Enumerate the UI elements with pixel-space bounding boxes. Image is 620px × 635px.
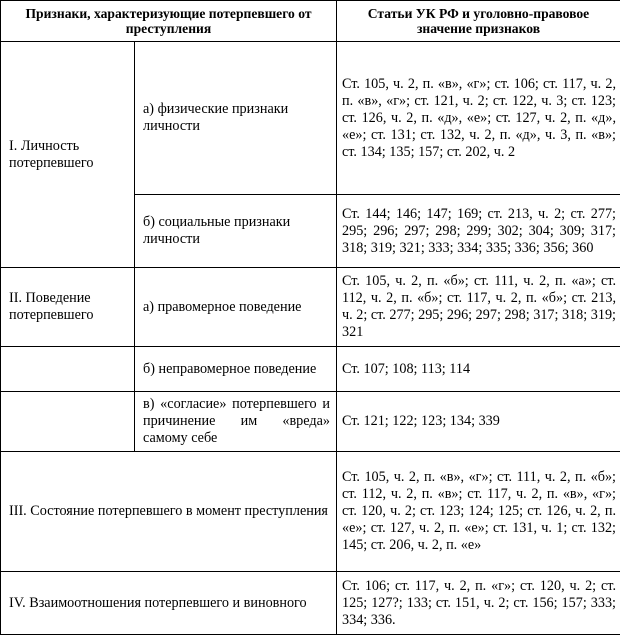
articles-cell: Ст. 144; 146; 147; 169; ст. 213, ч. 2; ст. 277; 295; 296; 297; 298; 299; 302; 304; 309; 317; 318; 319; 321; 333; 334; 335; 336; 356; 360 (337, 195, 620, 268)
header-features: Признаки, характеризующие потерпевшего от преступления (1, 1, 337, 42)
table-row (1, 347, 620, 392)
table-row (1, 392, 620, 452)
subgroup-cell: а) правомерное поведение (135, 268, 337, 347)
subgroup-cell: б) неправомерное поведение (135, 347, 337, 392)
articles-cell: Ст. 105, ч. 2, п. «б»; ст. 111, ч. 2, п. «а»; ст. 112, ч. 2, п. «б»; ст. 117, ч. 2, п. «б»; ст. 213, ч. 2; ст. 277; 295; 296; 297; 298; 317; 318; 319; 321 (337, 268, 620, 347)
articles-cell: Ст. 105, ч. 2, п. «в», «г»; ст. 106; ст. 117, ч. 2, п. «в», «г»; ст. 121, ч. 2; ст. 122, ч. 3; ст. 123; ст. 126, ч. 2, п. «д», «е»; ст. 127, ч. 2, п. «д», «е»; ст. 131; ст. 132, ч. 2, п. «д», ч. 3, п. «в»; ст. 134; 135; 157; ст. 202, ч. 2 (337, 42, 620, 195)
group-cell-state: III. Состояние потерпевшего в момент преступления (1, 452, 337, 572)
articles-cell: Ст. 105, ч. 2, п. «в», «г»; ст. 111, ч. 2, п. «б»; ст. 112, ч. 2, п. «в»; ст. 117, ч. 2, п. «в», «г»; ст. 120, ч. 2; ст. 123; 124; 125; ст. 126, ч. 2, п. «е»; ст. 127, ч. 2, п. «е»; ст. 131, ч. 1; ст. 132; 145; ст. 206, ч. 2, п. «е» (337, 452, 620, 572)
group-cell-behavior: II. Поведение потерпевшего (1, 268, 135, 347)
table-row (1, 268, 620, 347)
table-row (1, 572, 620, 635)
header-row (1, 1, 620, 42)
group-cell-relations: IV. Взаимоотношения потерпевшего и виновного (1, 572, 337, 635)
subgroup-cell: а) физические признаки личности (135, 42, 337, 195)
subgroup-cell: в) «согласие» потерпевшего и причинение им «вреда» самому себе (135, 392, 337, 452)
table-row (1, 452, 620, 572)
empty-cell (1, 392, 135, 452)
articles-cell: Ст. 107; 108; 113; 114 (337, 347, 620, 392)
subgroup-cell: б) социальные признаки личности (135, 195, 337, 268)
table-row (1, 42, 620, 195)
articles-cell: Ст. 106; ст. 117, ч. 2, п. «г»; ст. 120, ч. 2; ст. 125; 127?; 133; ст. 151, ч. 2; ст. 156; 157; 333; 334; 336. (337, 572, 620, 635)
header-articles: Статьи УК РФ и уголовно-правовое значение признаков (337, 1, 620, 42)
empty-cell (1, 347, 135, 392)
group-cell-personality: I. Личность потерпевшего (1, 42, 135, 268)
articles-cell: Ст. 121; 122; 123; 134; 339 (337, 392, 620, 452)
